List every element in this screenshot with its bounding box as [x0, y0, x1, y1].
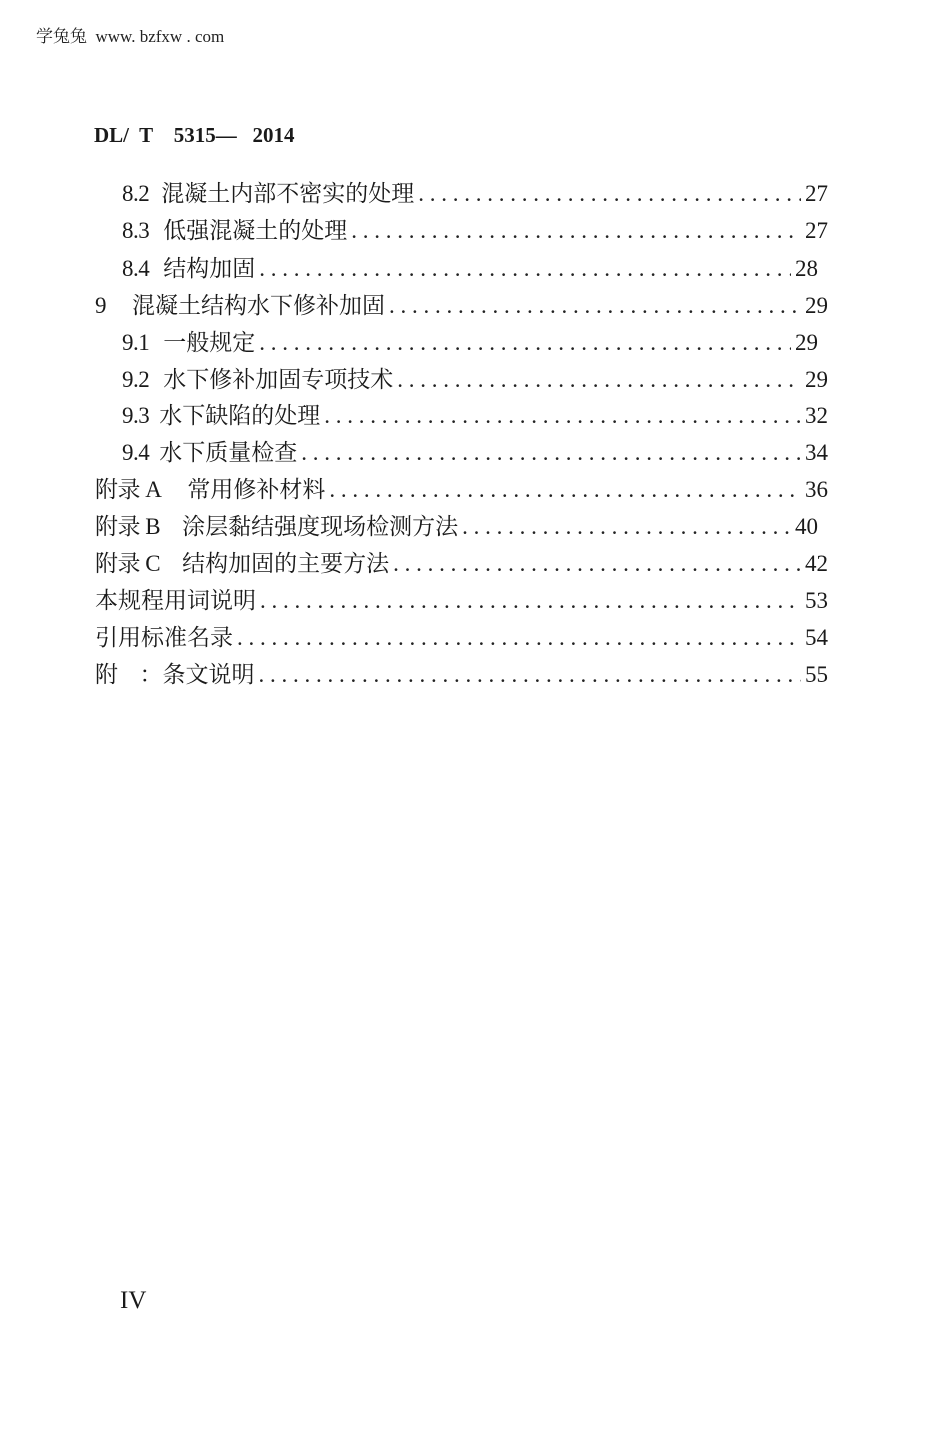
- toc-entry-page: 32: [805, 403, 828, 428]
- toc-leader-dots: [259, 656, 802, 693]
- toc-leader-dots: [393, 545, 801, 582]
- toc-leader-dots: [259, 324, 791, 361]
- toc-entry-page: 27: [805, 218, 828, 243]
- toc-leader-dots: [301, 434, 801, 471]
- toc-entry-number: 8.4: [122, 256, 150, 281]
- toc-entry-number: 附: [95, 662, 118, 687]
- toc-entry-title: 一般规定: [163, 330, 256, 356]
- toc-entry-8-2[interactable]: [122, 175, 828, 212]
- toc-leader-dots: [418, 175, 801, 212]
- toc-entry-references[interactable]: [95, 619, 828, 656]
- toc-entry-9-1[interactable]: [122, 324, 818, 361]
- toc-entry-title: 混凝土结构水下修补加固: [132, 293, 385, 319]
- toc-entry-appendix-a[interactable]: [95, 471, 828, 508]
- toc-entry-title: 混凝土内部不密实的处理: [161, 181, 415, 207]
- toc-entry-appendix-c[interactable]: [95, 545, 828, 582]
- toc-entry-page: 42: [805, 551, 828, 576]
- toc-entry-terms[interactable]: [95, 582, 828, 619]
- toc-leader-dots: [389, 287, 801, 324]
- toc-entry-title: ：条文说明: [139, 662, 255, 688]
- toc-entry-number: 9.4: [122, 440, 150, 465]
- toc-leader-dots: [237, 619, 801, 656]
- toc-entry-page: 54: [805, 625, 828, 650]
- toc-entry-page: 53: [805, 588, 828, 613]
- toc-entry-page: 36: [805, 477, 828, 502]
- toc-entry-page: 34: [805, 440, 828, 465]
- toc-entry-title: 水下修补加固专项技术: [163, 367, 394, 393]
- toc-entry-number: 9.2: [122, 367, 150, 392]
- watermark-text: 学兔兔 www. bzfxw . com: [36, 27, 225, 46]
- toc-entry-appendix-b[interactable]: [95, 508, 818, 545]
- toc-entry-page: 28: [795, 256, 818, 281]
- toc-leader-dots: [259, 250, 791, 287]
- toc-entry-8-3[interactable]: [122, 212, 828, 249]
- toc-entry-title: 本规程用词说明: [95, 588, 256, 614]
- toc-entry-title: 涂层黏结强度现场检测方法: [182, 514, 459, 540]
- toc-entry-title: 结构加固的主要方法: [182, 551, 390, 577]
- toc-entry-number: 附录 B: [95, 514, 161, 539]
- toc-entry-title: 引用标准名录: [95, 625, 233, 651]
- page-number: IV: [120, 1287, 147, 1314]
- toc-entry-number: 附录 A: [95, 477, 162, 502]
- toc-entry-number: 9: [95, 293, 106, 318]
- toc-entry-number: 8.2: [122, 181, 150, 206]
- toc-entry-title: 低强混凝土的处理: [163, 218, 348, 244]
- toc-entry-9-2[interactable]: [122, 361, 828, 398]
- toc-entry-title: 结构加固: [163, 256, 256, 282]
- toc-entry-title: 水下质量检查: [159, 440, 298, 466]
- toc-leader-dots: [351, 212, 801, 249]
- toc-entry-page: 29: [805, 367, 828, 392]
- toc-entry-number: 9.3: [122, 403, 150, 428]
- toc-entry-8-4[interactable]: [122, 250, 818, 287]
- toc-leader-dots: [462, 508, 791, 545]
- toc-entry-9-4[interactable]: [122, 434, 828, 471]
- toc-entry-9-3[interactable]: [122, 397, 828, 434]
- toc-entry-page: 40: [795, 514, 818, 539]
- toc-entry-9[interactable]: [95, 287, 828, 324]
- toc-entry-explanation[interactable]: [95, 656, 828, 693]
- toc-entry-page: 27: [805, 181, 828, 206]
- toc-entry-page: 29: [795, 330, 818, 355]
- toc-entry-page: 55: [805, 662, 828, 687]
- toc-entry-number: 8.3: [122, 218, 150, 243]
- toc-entry-page: 29: [805, 293, 828, 318]
- toc-leader-dots: [329, 471, 801, 508]
- toc-entry-number: 9.1: [122, 330, 150, 355]
- toc-leader-dots: [397, 361, 801, 398]
- toc-leader-dots: [260, 582, 801, 619]
- toc-entry-number: 附录 C: [95, 551, 161, 576]
- toc-leader-dots: [324, 397, 801, 434]
- standard-code: DL/ T 5315— 2014: [94, 123, 295, 147]
- toc-entry-title: 常用修补材料: [187, 477, 326, 503]
- toc-entry-title: 水下缺陷的处理: [159, 403, 321, 429]
